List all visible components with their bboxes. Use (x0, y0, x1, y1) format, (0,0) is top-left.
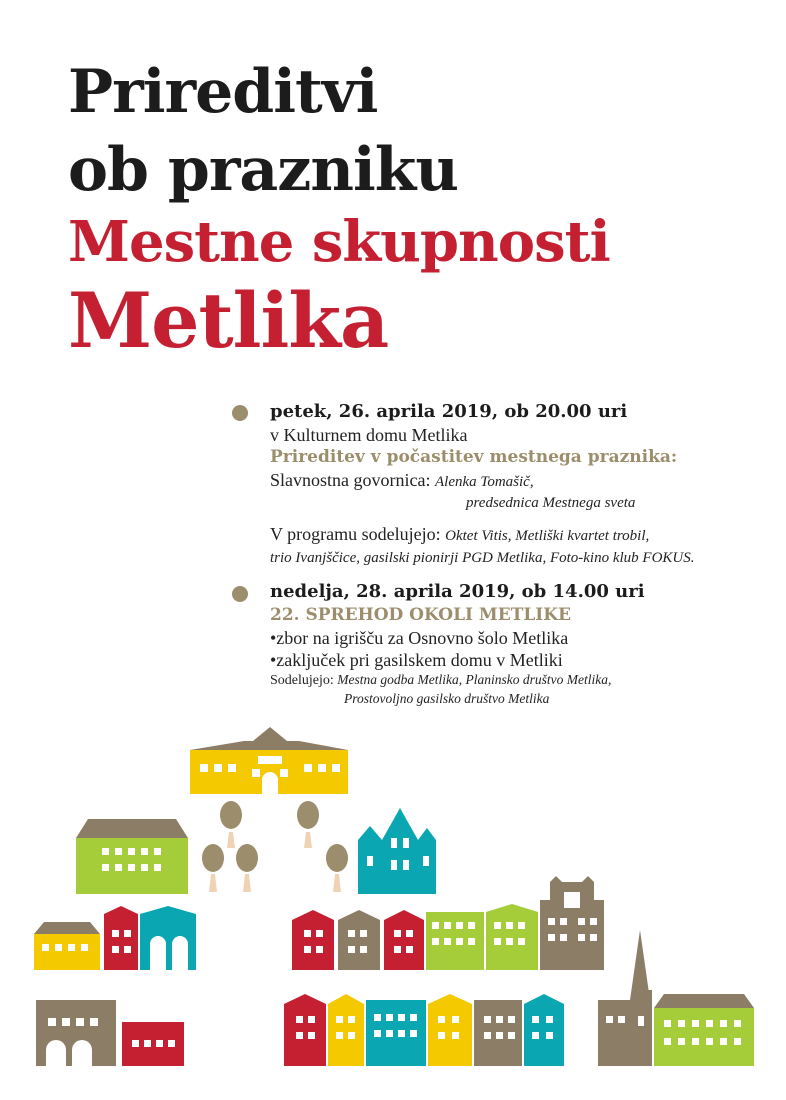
event-1-speaker (270, 469, 770, 493)
right-church (598, 930, 754, 1066)
event-2-date: nedelja, 28. aprila 2019, ob 14.00 uri (270, 581, 645, 602)
left-arcade-building (36, 1000, 184, 1066)
bottom-houses-row (284, 994, 564, 1066)
speaker-name: Alenka Tomašič, (434, 474, 534, 490)
event-2-participants (270, 671, 770, 690)
event-2-bullet-icon (232, 586, 248, 602)
title-line-1: Prireditvi (68, 57, 378, 127)
title-line-2: ob prazniku (68, 135, 458, 205)
event-1-date: petek, 26. aprila 2019, ob 20.00 uri (270, 401, 628, 422)
event-1-bullet-icon (232, 405, 248, 421)
participants-line-1: Mestna godba Metlika, Planinsko društvo Metlika, (337, 672, 612, 687)
yellow-palace-building (190, 727, 348, 794)
green-house-left (76, 819, 188, 894)
speaker-role: predsednica Mestnega sveta (466, 495, 636, 511)
event-1 (270, 400, 770, 569)
event-1-name: Prireditev v počastitev mestnega praznika: (270, 447, 678, 467)
program-line-2: trio Ivanjščice, gasilski pionirji PGD Metlika, Foto-kino klub FOKUS. (270, 550, 695, 566)
left-houses-row (34, 906, 196, 970)
event-2-item-1: •zbor na igrišču za Osnovno šolo Metlika (270, 628, 569, 648)
event-2-name: 22. SPREHOD OKOLI METLIKE (270, 605, 571, 625)
participants-label: Sodelujejo: (270, 673, 334, 688)
event-2-item-2: •zaključek pri gasilskem domu v Metliki (270, 650, 563, 670)
speaker-label: Slavnostna govornica: (270, 470, 431, 490)
program-line-1: Oktet Vitis, Metliški kvartet trobil, (445, 528, 650, 544)
teal-church (358, 808, 436, 894)
event-2 (270, 580, 770, 707)
title-line-4: Metlika (68, 276, 389, 365)
program-label: V programu sodelujejo: (270, 524, 441, 544)
town-buildings-icon (0, 715, 786, 1100)
title-line-3: Mestne skupnosti (68, 209, 610, 275)
trees (202, 801, 348, 892)
participants-line-2: Prostovoljno gasilsko društvo Metlika (344, 691, 550, 706)
event-1-program (270, 523, 770, 547)
event-1-venue: v Kulturnem domu Metlika (270, 425, 468, 445)
